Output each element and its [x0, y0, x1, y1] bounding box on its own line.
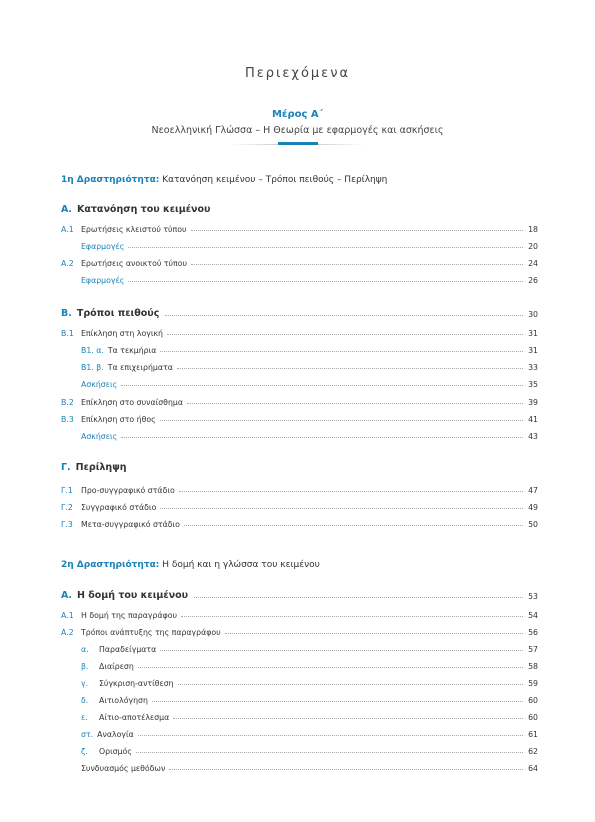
toc-entry[interactable] — [61, 483, 538, 495]
toc-entry-text: Ορισμός — [99, 747, 132, 756]
section-a2-heading[interactable] — [61, 587, 538, 601]
toc-entry-page: 64 — [528, 764, 538, 773]
section-b-title: Τρόποι πειθούς — [76, 308, 160, 319]
toc-entry-page: 33 — [528, 363, 538, 372]
toc-entry-page: 59 — [528, 679, 538, 688]
toc-entry-text: Επίκληση στο συναίσθημα — [81, 398, 183, 407]
section-c-heading — [61, 462, 127, 473]
dot-leader — [138, 666, 523, 668]
dot-leader — [181, 615, 523, 617]
toc-entry-page: 26 — [528, 276, 538, 285]
toc-entry-text: Τρόποι ανάπτυξης της παραγράφου — [81, 628, 221, 637]
toc-entry-page: 41 — [528, 415, 538, 424]
toc-entry-text: Εφαρμογές — [81, 242, 125, 251]
toc-entry[interactable] — [81, 761, 538, 773]
toc-entry-text: Ασκήσεις — [81, 380, 118, 389]
toc-entry-text: Προ-συγγραφικό στάδιο — [81, 486, 175, 495]
section-c-title: Περίληψη — [75, 462, 127, 473]
dot-leader — [160, 507, 523, 509]
toc-entry-text: Μετα-συγγραφικό στάδιο — [81, 520, 180, 529]
dot-leader — [225, 632, 523, 634]
toc-entry[interactable] — [61, 326, 538, 338]
page-title: Περιεχόμενα — [244, 66, 351, 81]
toc-entry-code: γ. — [81, 679, 89, 688]
toc-entry[interactable] — [81, 727, 538, 739]
dot-leader — [160, 419, 523, 421]
dot-leader — [187, 402, 523, 404]
activity-1-label: 1η Δραστηριότητα: — [61, 175, 160, 185]
toc-entry[interactable] — [61, 222, 538, 234]
section-b-page: 30 — [528, 310, 538, 319]
toc-entry-code: Β.2 — [61, 398, 74, 407]
toc-entry-page: 60 — [528, 713, 538, 722]
toc-entry[interactable] — [81, 659, 538, 671]
toc-entry-text: Συνδυασμός μεθόδων — [81, 764, 166, 773]
toc-entry-code: Α.1 — [61, 225, 74, 234]
section-a2-title: Η δομή του κειμένου — [76, 590, 189, 601]
toc-entry-code: Β.3 — [61, 415, 74, 424]
toc-entry-text: Ερωτήσεις κλειστού τύπου — [81, 225, 187, 234]
dot-leader — [173, 717, 523, 719]
dot-leader — [121, 384, 523, 386]
dot-leader — [152, 700, 523, 702]
toc-entry[interactable] — [61, 273, 538, 285]
toc-entry-page: 47 — [528, 486, 538, 495]
activity-2-heading — [61, 560, 320, 570]
activity-1-heading — [61, 175, 387, 185]
toc-entry-page: 56 — [528, 628, 538, 637]
toc-entry[interactable] — [61, 625, 538, 637]
toc-entry-code: β. — [81, 662, 89, 671]
toc-entry-code: ζ. — [81, 747, 88, 756]
toc-entry-page: 57 — [528, 645, 538, 654]
toc-entry-code: Γ.3 — [61, 520, 73, 529]
dot-leader — [138, 734, 523, 736]
dot-leader — [178, 683, 523, 685]
activity-2-title: Η δομή και η γλώσσα του κειμένου — [162, 560, 320, 570]
dot-leader — [184, 524, 523, 526]
toc-entry-code: Β1. α. — [81, 346, 104, 355]
section-a1-letter: Α. — [61, 204, 72, 215]
toc-entry[interactable] — [61, 239, 538, 251]
toc-entry-code: Α.2 — [61, 259, 74, 268]
toc-entry-code: α. — [81, 645, 89, 654]
section-b-heading[interactable] — [61, 305, 538, 319]
toc-entry[interactable] — [61, 412, 538, 424]
dot-leader — [160, 350, 523, 352]
toc-entry-text: Ασκήσεις — [81, 432, 118, 441]
toc-entry-text: Συγγραφικό στάδιο — [81, 503, 157, 512]
toc-entry-text: Η δομή της παραγράφου — [81, 611, 178, 620]
toc-entry-code: Γ.1 — [61, 486, 73, 495]
toc-entry-code: Γ.2 — [61, 503, 73, 512]
toc-entry[interactable] — [61, 256, 538, 268]
toc-entry[interactable] — [81, 429, 538, 441]
toc-entry-page: 54 — [528, 611, 538, 620]
toc-entry-code: ε. — [81, 713, 88, 722]
part-subtitle: Νεοελληνική Γλώσσα – Η Θεωρία με εφαρμογές και ασκήσεις — [151, 125, 444, 136]
section-a1-heading — [61, 204, 210, 215]
section-b-letter: Β. — [61, 308, 72, 319]
section-c-letter: Γ. — [61, 462, 71, 473]
toc-entry[interactable] — [61, 395, 538, 407]
dot-leader — [121, 436, 523, 438]
part-title: Μέρος Α΄ — [271, 109, 324, 120]
toc-entry-text: Σύγκριση-αντίθεση — [99, 679, 174, 688]
part-divider — [230, 142, 365, 146]
toc-entry[interactable] — [61, 500, 538, 512]
dot-leader — [194, 596, 523, 598]
toc-entry[interactable] — [81, 710, 538, 722]
toc-entry-text: Τα τεκμήρια — [107, 346, 157, 355]
toc-entry[interactable] — [81, 642, 538, 654]
toc-entry-code: στ. — [81, 730, 94, 739]
toc-entry-page: 31 — [528, 346, 538, 355]
toc-entry-page: 50 — [528, 520, 538, 529]
activity-2-label: 2η Δραστηριότητα: — [61, 560, 160, 570]
dot-leader — [128, 246, 523, 248]
section-a2-page: 53 — [528, 592, 538, 601]
toc-entry[interactable] — [81, 744, 538, 756]
toc-entry-page: 61 — [528, 730, 538, 739]
dot-leader — [179, 490, 523, 492]
toc-entry[interactable] — [61, 517, 538, 529]
dot-leader — [191, 229, 523, 231]
section-a1-title: Κατανόηση του κειμένου — [76, 204, 211, 215]
toc-entry-text: Διαίρεση — [99, 662, 134, 671]
toc-entry-page: 49 — [528, 503, 538, 512]
toc-entry-page: 35 — [528, 380, 538, 389]
toc-entry-code: Α.1 — [61, 611, 74, 620]
toc-entry[interactable] — [61, 608, 538, 620]
toc-entry[interactable] — [81, 693, 538, 705]
toc-entry-page: 18 — [528, 225, 538, 234]
toc-entry-text: Αιτιολόγηση — [99, 696, 148, 705]
dot-leader — [165, 314, 523, 316]
toc-entry-text: Ερωτήσεις ανοικτού τύπου — [81, 259, 188, 268]
toc-entry[interactable] — [81, 377, 538, 389]
toc-entry-page: 58 — [528, 662, 538, 671]
toc-entry-page: 20 — [528, 242, 538, 251]
dot-leader — [160, 649, 523, 651]
toc-entry-code: Β1. β. — [81, 363, 104, 372]
toc-entry-code: Β.1 — [61, 329, 74, 338]
dot-leader — [167, 333, 523, 335]
toc-entry-page: 43 — [528, 432, 538, 441]
toc-entry-page: 39 — [528, 398, 538, 407]
toc-entry[interactable] — [81, 343, 538, 355]
toc-entry-text: Εφαρμογές — [81, 276, 125, 285]
toc-entry-page: 60 — [528, 696, 538, 705]
toc-entry[interactable] — [81, 360, 538, 372]
toc-entry-text: Επίκληση στη λογική — [81, 329, 164, 338]
dot-leader — [177, 367, 523, 369]
dot-leader — [136, 751, 523, 753]
toc-entry[interactable] — [81, 676, 538, 688]
dot-leader — [191, 263, 523, 265]
toc-entry-page: 62 — [528, 747, 538, 756]
toc-entry-text: Επίκληση στο ήθος — [81, 415, 156, 424]
toc-entry-text: Τα επιχειρήματα — [107, 363, 173, 372]
activity-1-title: Κατανόηση κειμένου – Τρόποι πειθούς – Περίληψη — [162, 175, 388, 185]
toc-entry-page: 24 — [528, 259, 538, 268]
section-a2-letter: Α. — [61, 590, 72, 601]
toc-entry-code: Α.2 — [61, 628, 74, 637]
toc-entry-text: Παραδείγματα — [99, 645, 157, 654]
dot-leader — [169, 768, 523, 770]
toc-entry-code: δ. — [81, 696, 89, 705]
toc-entry-text: Αναλογία — [97, 730, 134, 739]
dot-leader — [128, 280, 523, 282]
toc-entry-text: Αίτιο-αποτέλεσμα — [99, 713, 170, 722]
toc-entry-page: 31 — [528, 329, 538, 338]
